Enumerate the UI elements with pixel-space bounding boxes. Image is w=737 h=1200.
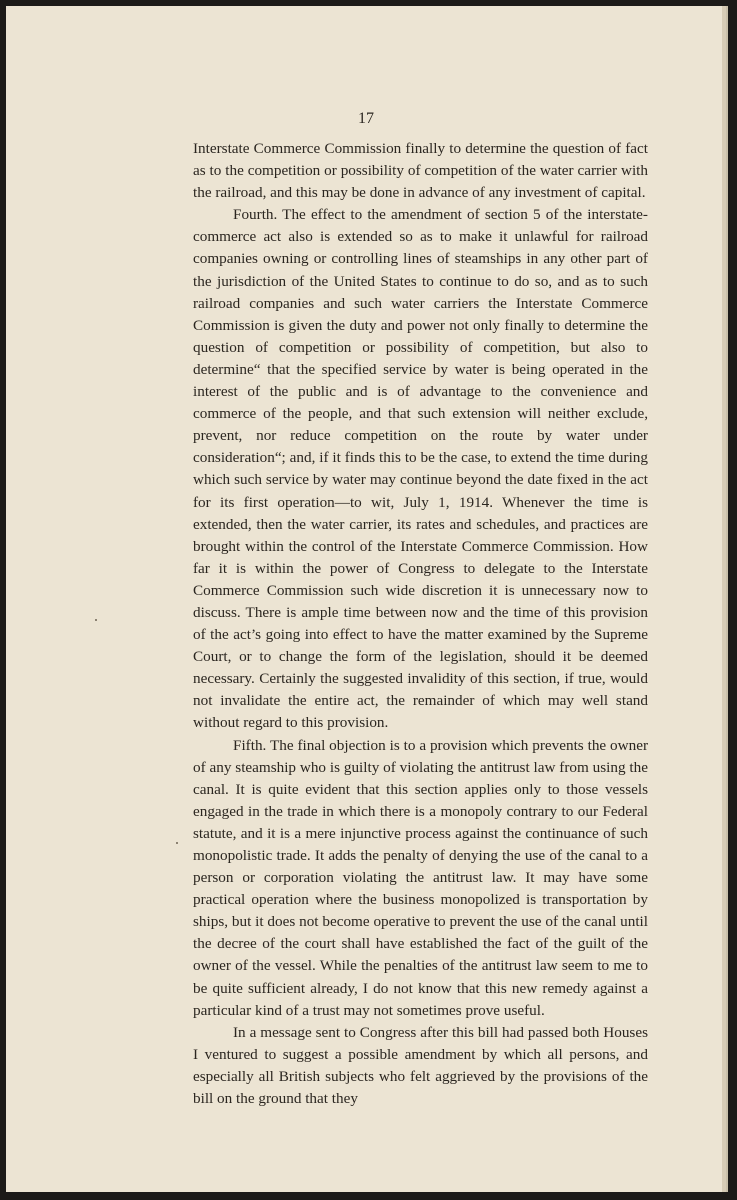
document-page xyxy=(6,6,728,1192)
paragraph-message: In a message sent to Congress after this bill had passed both Houses I ventured to suggest a possible amendment by which all persons, and especially all British subjects who felt aggrieved by the provisions of the bill on the ground that they xyxy=(193,1023,648,1108)
paragraph-fourth: Fourth. The effect to the amendment of section 5 of the interstate-commerce act also is extended so as to make it unlawful for railroad companies owning or controlling lines of steamships in any other part of the jurisdiction of the United States to continue to do so, and as to such railroad companies and such water carriers the Interstate Commerce Commission is given the duty and power not only finally to determine the question of competition or possibility of competition, but also to determine“ that the specified service by water is being operated in the interest of the public and is of advantage to the convenience and commerce of the people, and that such extension will neither exclude, prevent, nor reduce competition on the route by water under consideration“; and, if it finds this to be the case, to extend the time during which such service by water may continue beyond the date fixed in the act for its first operation—to wit, July 1, 1914. Whenever the time is extended, then the water carrier, its rates and schedules, and practices are brought within the control of the Interstate Commerce Commission. How far it is within the power of Congress to delegate to the Interstate Commerce Commission such wide discretion it is unnecessary now to discuss. There is ample time between now and the time of this provision of the act’s going into effect to have the matter examined by the Supreme Court, or to change the form of the legislation, should it be deemed necessary. Certainly the suggested invalidity of this section, if true, would not invalidate the entire act, the remainder of which may well stand without regard to this provision. xyxy=(193,206,648,732)
paper-speck xyxy=(95,619,97,621)
paragraph-fifth: Fifth. The final objection is to a provision which prevents the owner of any steamship who is guilty of violating the antitrust law from using the canal. It is quite evident that this section applies only to those vessels engaged in the trade in which there is a monopoly contrary to our Federal statute, and it is a mere injunctive process against the continuance of such monopolistic trade. It adds the penalty of denying the use of the canal to a person or corporation violating the antitrust law. It may have some practical operation where the business monopolized is transportation by ships, but it does not become operative to prevent the use of the canal until the decree of the court shall have established the fact of the guilt of the owner of the vessel. While the penalties of the antitrust law seem to me to be quite sufficient already, I do not know that this new remedy against a particular kind of a trust may not sometimes prove useful. xyxy=(193,736,648,1019)
page-edge xyxy=(722,6,726,1192)
paragraph-continuation: Interstate Commerce Commission finally to determine the question of fact as to the competition or possibility of competition of the water carrier with the railroad, and this may be done in advance of any investment of capital. xyxy=(193,140,648,202)
paper-speck xyxy=(176,842,178,844)
page-number: 17 xyxy=(358,110,374,127)
body-text xyxy=(193,138,648,1110)
